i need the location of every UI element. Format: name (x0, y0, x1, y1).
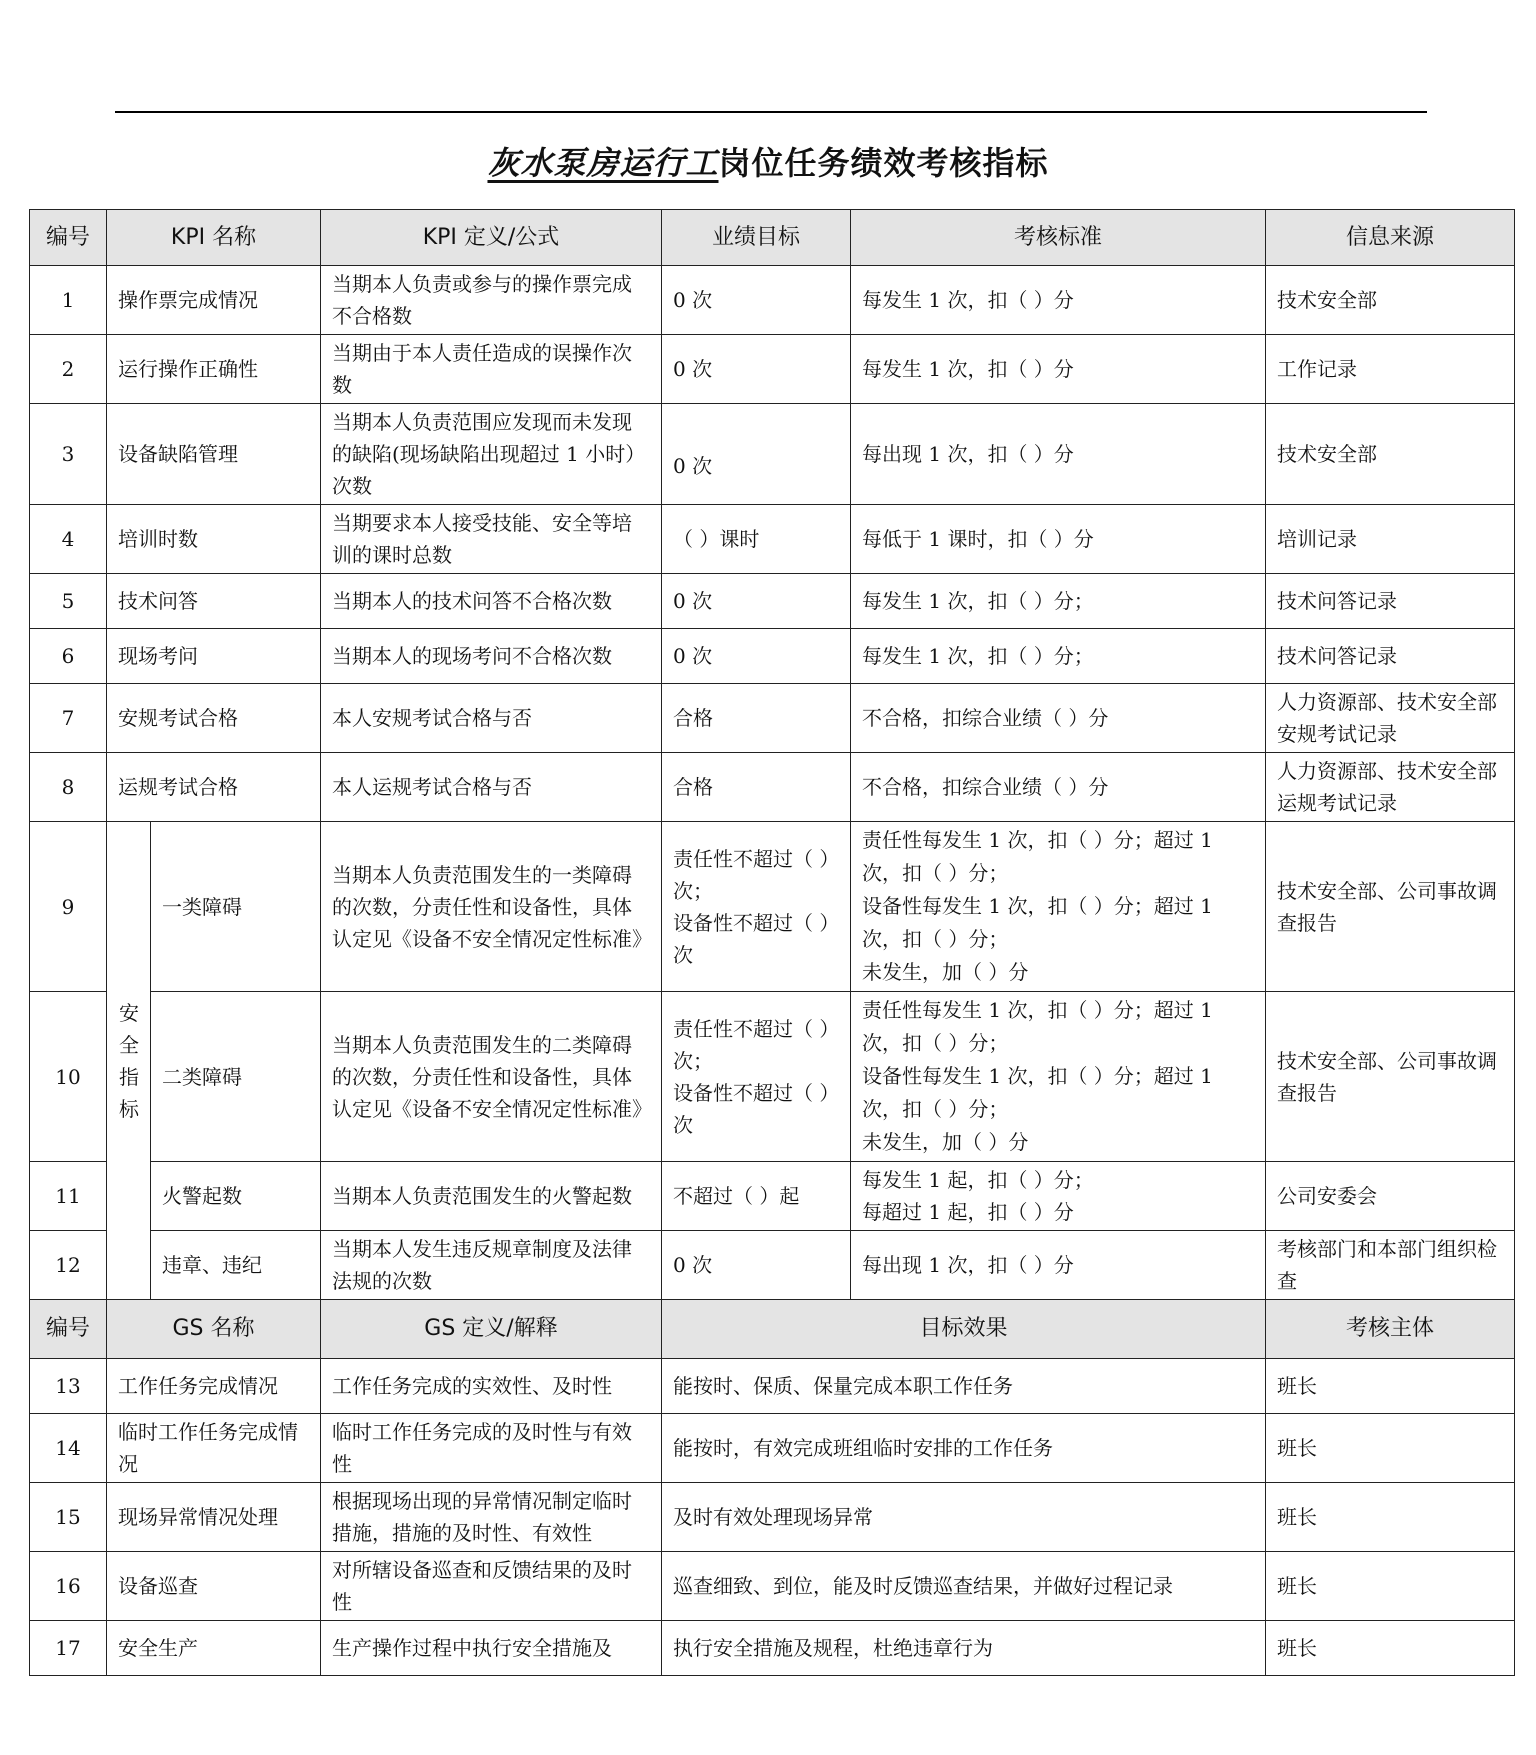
row-effect: 执行安全措施及规程，杜绝违章行为 (662, 1621, 1266, 1676)
header-rule (115, 111, 1427, 113)
row-def: 对所辖设备巡查和反馈结果的及时性 (321, 1552, 662, 1621)
row-def: 当期本人负责或参与的操作票完成不合格数 (321, 266, 662, 335)
table-row (30, 404, 1515, 505)
row-source: 人力资源部、技术安全部运规考试记录 (1266, 753, 1515, 822)
table-row (30, 1162, 1515, 1231)
row-name: 设备巡查 (107, 1552, 321, 1621)
row-no: 16 (30, 1552, 107, 1621)
table-row (30, 335, 1515, 404)
row-effect: 及时有效处理现场异常 (662, 1483, 1266, 1552)
row-no: 4 (30, 505, 107, 574)
row-no: 13 (30, 1359, 107, 1414)
row-name: 安全生产 (107, 1621, 321, 1676)
gs-header-def: GS 定义/解释 (321, 1300, 662, 1359)
row-standard: 每出现 1 次，扣（ ）分 (851, 1231, 1266, 1300)
row-source: 人力资源部、技术安全部安规考试记录 (1266, 684, 1515, 753)
table-row (30, 1552, 1515, 1621)
row-name: 安规考试合格 (107, 684, 321, 753)
row-standard (851, 992, 1266, 1162)
table-row (30, 684, 1515, 753)
title-rest: 岗位任务绩效考核指标 (718, 144, 1049, 182)
kpi-header-row (30, 210, 1515, 266)
row-standard: 每低于 1 课时，扣（ ）分 (851, 505, 1266, 574)
row-def: 当期本人负责范围发生的火警起数 (321, 1162, 662, 1231)
row-standard: 每发生 1 次，扣（ ）分 (851, 335, 1266, 404)
row-name: 运行操作正确性 (107, 335, 321, 404)
row-standard: 每发生 1 次，扣（ ）分； (851, 574, 1266, 629)
row-target: 0 次 (662, 266, 851, 335)
row-name: 现场考问 (107, 629, 321, 684)
standard-line: 未发生，加（ ）分 (862, 960, 1029, 984)
row-def: 根据现场出现的异常情况制定临时措施，措施的及时性、有效性 (321, 1483, 662, 1552)
row-def: 当期要求本人接受技能、安全等培训的课时总数 (321, 505, 662, 574)
target-line: 责任性不超过（ ）次； (673, 1016, 830, 1073)
row-target: 0 次 (662, 1231, 851, 1300)
row-no: 3 (30, 404, 107, 505)
header-no: 编号 (30, 210, 107, 266)
kpi-table (29, 209, 1515, 1676)
row-name: 技术问答 (107, 574, 321, 629)
row-name: 违章、违纪 (151, 1231, 321, 1300)
row-owner: 班长 (1266, 1552, 1515, 1621)
row-source: 技术安全部、公司事故调查报告 (1266, 822, 1515, 992)
row-standard: 不合格，扣综合业绩（ ）分 (851, 753, 1266, 822)
standard-line: 每发生 1 起，扣（ ）分； (862, 1168, 1094, 1192)
row-source: 技术安全部、公司事故调查报告 (1266, 992, 1515, 1162)
row-name: 运规考试合格 (107, 753, 321, 822)
row-target: 0 次 (662, 629, 851, 684)
row-standard: 不合格，扣综合业绩（ ）分 (851, 684, 1266, 753)
table-row (30, 1483, 1515, 1552)
row-def: 当期本人的现场考问不合格次数 (321, 629, 662, 684)
row-source: 技术安全部 (1266, 404, 1515, 505)
table-row (30, 992, 1515, 1162)
row-def: 当期本人的技术问答不合格次数 (321, 574, 662, 629)
row-no: 11 (30, 1162, 107, 1231)
row-no: 6 (30, 629, 107, 684)
row-no: 10 (30, 992, 107, 1162)
row-name: 现场异常情况处理 (107, 1483, 321, 1552)
row-def: 当期本人发生违反规章制度及法律法规的次数 (321, 1231, 662, 1300)
gs-header-owner: 考核主体 (1266, 1300, 1515, 1359)
standard-line: 每超过 1 起，扣（ ）分 (862, 1200, 1074, 1224)
row-standard (851, 1162, 1266, 1231)
gs-header-name: GS 名称 (107, 1300, 321, 1359)
row-no: 7 (30, 684, 107, 753)
row-def: 当期本人负责范围应发现而未发现的缺陷(现场缺陷出现超过 1 小时）次数 (321, 404, 662, 505)
table-row (30, 266, 1515, 335)
standard-line: 设备性每发生 1 次，扣（ ）分；超过 1 次，扣（ ）分； (862, 1064, 1213, 1121)
row-def: 本人运规考试合格与否 (321, 753, 662, 822)
row-no: 17 (30, 1621, 107, 1676)
target-line: 设备性不超过（ ）次 (673, 1080, 830, 1137)
row-def: 生产操作过程中执行安全措施及 (321, 1621, 662, 1676)
row-def: 当期本人负责范围发生的一类障碍的次数，分责任性和设备性，具体认定见《设备不安全情况定性标准》 (321, 822, 662, 992)
row-name: 临时工作任务完成情况 (107, 1414, 321, 1483)
standard-line: 责任性每发生 1 次，扣（ ）分；超过 1 次，扣（ ）分； (862, 828, 1213, 885)
page-title (0, 138, 1536, 184)
row-source: 技术问答记录 (1266, 629, 1515, 684)
row-standard: 每发生 1 次，扣（ ）分 (851, 266, 1266, 335)
row-name: 一类障碍 (151, 822, 321, 992)
row-no: 12 (30, 1231, 107, 1300)
row-no: 5 (30, 574, 107, 629)
table-row (30, 574, 1515, 629)
row-owner: 班长 (1266, 1621, 1515, 1676)
row-owner: 班长 (1266, 1414, 1515, 1483)
row-effect: 巡查细致、到位，能及时反馈巡查结果，并做好过程记录 (662, 1552, 1266, 1621)
row-standard: 每发生 1 次，扣（ ）分； (851, 629, 1266, 684)
row-source: 培训记录 (1266, 505, 1515, 574)
row-target (662, 822, 851, 992)
gs-header-row (30, 1300, 1515, 1359)
target-line: 责任性不超过（ ）次； (673, 846, 830, 903)
row-standard (851, 822, 1266, 992)
gs-header-no: 编号 (30, 1300, 107, 1359)
row-effect: 能按时，有效完成班组临时安排的工作任务 (662, 1414, 1266, 1483)
table-row (30, 629, 1515, 684)
row-owner: 班长 (1266, 1483, 1515, 1552)
row-source: 技术问答记录 (1266, 574, 1515, 629)
row-source: 工作记录 (1266, 335, 1515, 404)
row-target: 合格 (662, 684, 851, 753)
row-name: 火警起数 (151, 1162, 321, 1231)
row-name: 操作票完成情况 (107, 266, 321, 335)
table-row (30, 505, 1515, 574)
row-source: 考核部门和本部门组织检查 (1266, 1231, 1515, 1300)
standard-line: 设备性每发生 1 次，扣（ ）分；超过 1 次，扣（ ）分； (862, 894, 1213, 951)
safety-category (107, 822, 151, 1300)
row-source: 公司安委会 (1266, 1162, 1515, 1231)
row-no: 15 (30, 1483, 107, 1552)
row-def: 临时工作任务完成的及时性与有效性 (321, 1414, 662, 1483)
row-target (662, 992, 851, 1162)
row-name: 设备缺陷管理 (107, 404, 321, 505)
row-no: 14 (30, 1414, 107, 1483)
title-post-name: 灰水泵房运行工 (487, 144, 719, 182)
row-target: 0 次 (662, 335, 851, 404)
row-no: 2 (30, 335, 107, 404)
row-name: 二类障碍 (151, 992, 321, 1162)
gs-header-effect: 目标效果 (662, 1300, 1266, 1359)
row-target: 0 次 (662, 574, 851, 629)
header-kpi-def: KPI 定义/公式 (321, 210, 662, 266)
table-row (30, 1231, 1515, 1300)
header-target: 业绩目标 (662, 210, 851, 266)
row-def: 当期由于本人责任造成的误操作次数 (321, 335, 662, 404)
header-source: 信息来源 (1266, 210, 1515, 266)
row-target: （ ）课时 (662, 505, 851, 574)
header-kpi-name: KPI 名称 (107, 210, 321, 266)
table-row (30, 1621, 1515, 1676)
row-name: 培训时数 (107, 505, 321, 574)
row-no: 8 (30, 753, 107, 822)
row-def: 工作任务完成的实效性、及时性 (321, 1359, 662, 1414)
row-owner: 班长 (1266, 1359, 1515, 1414)
row-source: 技术安全部 (1266, 266, 1515, 335)
standard-line: 责任性每发生 1 次，扣（ ）分；超过 1 次，扣（ ）分； (862, 998, 1213, 1055)
row-standard: 每出现 1 次，扣（ ）分 (851, 404, 1266, 505)
table-row (30, 753, 1515, 822)
table-row (30, 1359, 1515, 1414)
row-no: 9 (30, 822, 107, 992)
standard-line: 未发生，加（ ）分 (862, 1130, 1029, 1154)
row-target: 0 次 (662, 404, 851, 505)
row-name: 工作任务完成情况 (107, 1359, 321, 1414)
row-target: 不超过（ ）起 (662, 1162, 851, 1231)
table-row (30, 1414, 1515, 1483)
header-standard: 考核标准 (851, 210, 1266, 266)
row-no: 1 (30, 266, 107, 335)
safety-category-label: 安全指标 (119, 1000, 139, 1121)
table-row (30, 822, 1515, 992)
row-target: 合格 (662, 753, 851, 822)
row-def: 当期本人负责范围发生的二类障碍的次数，分责任性和设备性，具体认定见《设备不安全情况定性标准》 (321, 992, 662, 1162)
row-def: 本人安规考试合格与否 (321, 684, 662, 753)
row-effect: 能按时、保质、保量完成本职工作任务 (662, 1359, 1266, 1414)
target-line: 设备性不超过（ ）次 (673, 910, 830, 967)
